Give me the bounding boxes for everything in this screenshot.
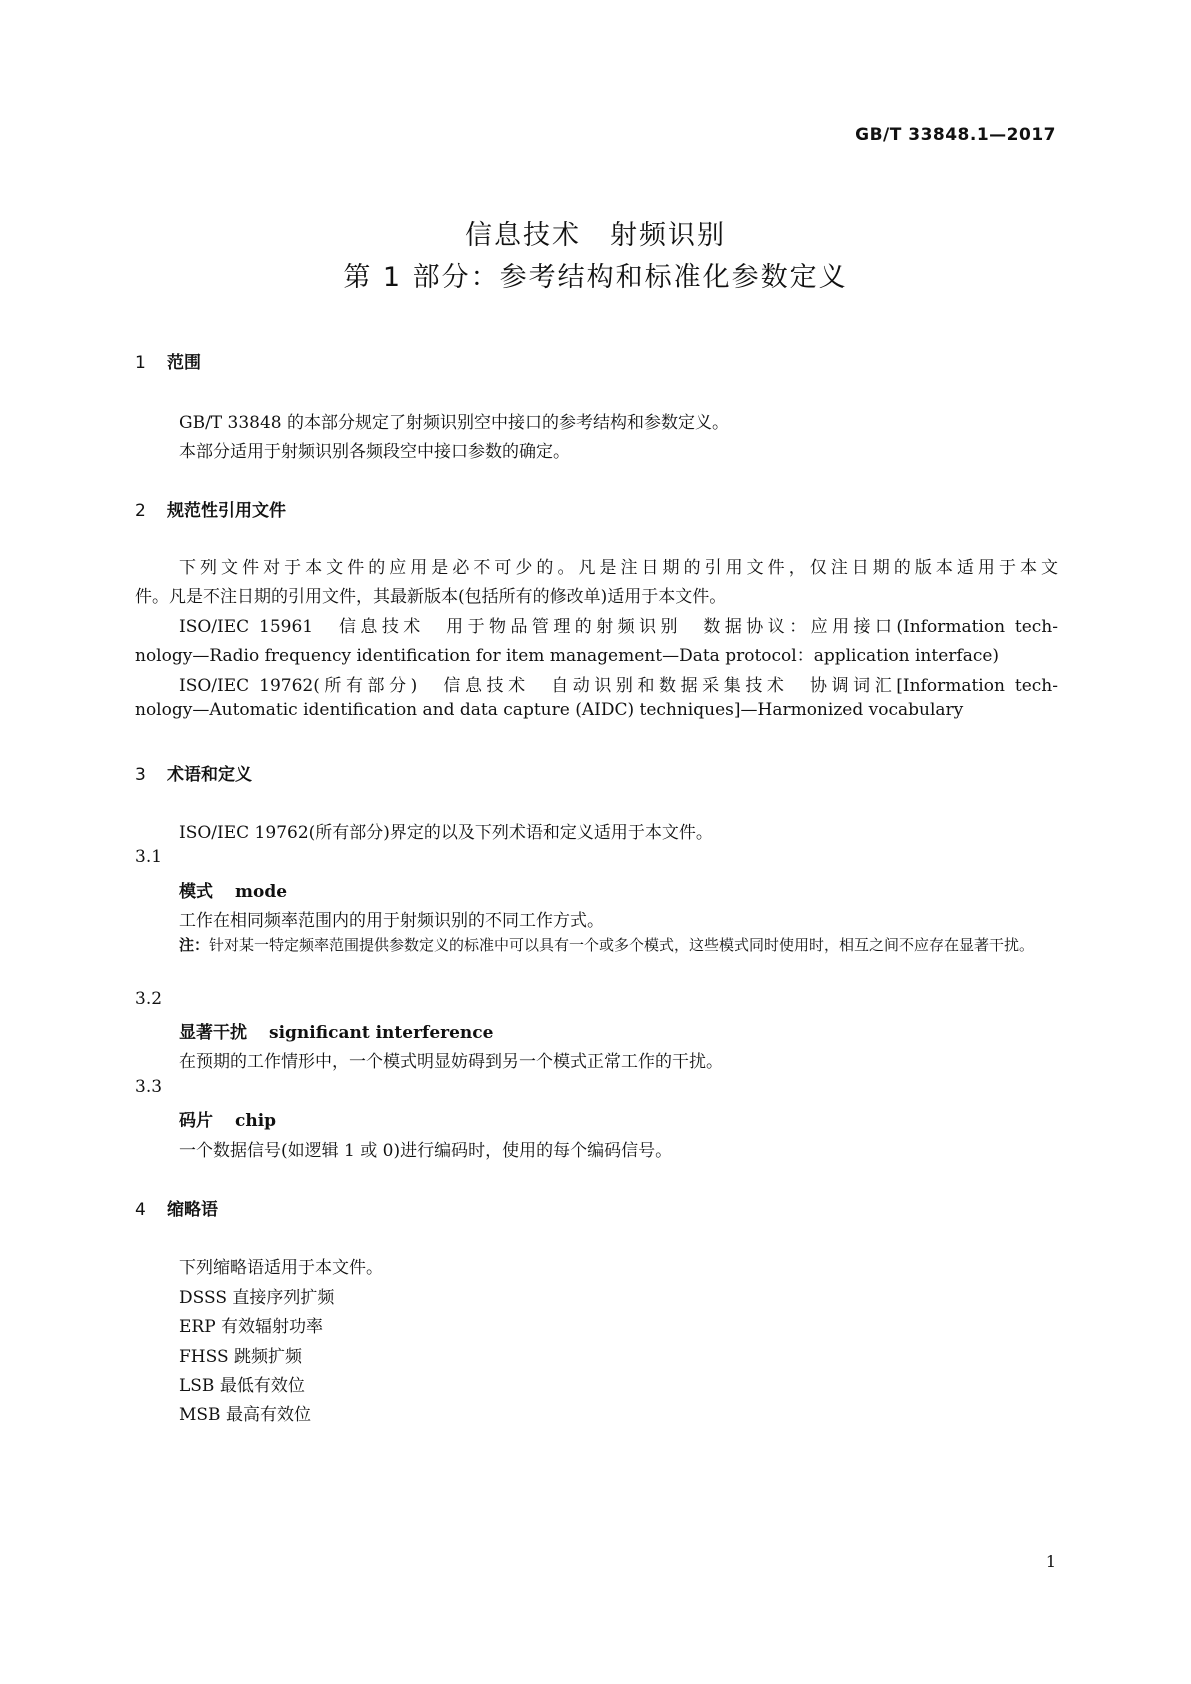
abbrev-item: LSB 最低有效位: [179, 1376, 305, 1396]
section-number: 4: [135, 1200, 146, 1220]
term-en: significant interference: [269, 1023, 494, 1043]
term-heading: [179, 1018, 493, 1043]
term-en: mode: [235, 882, 288, 902]
scope-paragraph-1: GB/T 33848 的本部分规定了射频识别空中接口的参考结构和参数定义。: [179, 413, 730, 433]
abbrev-item: MSB 最高有效位: [179, 1405, 311, 1425]
note-text: 针对某一特定频率范围提供参数定义的标准中可以具有一个或多个模式，这些模式同时使用时，相互之间不应存在显著干扰。: [209, 936, 1035, 954]
section-heading-abbreviations: [135, 1195, 218, 1220]
term-zh: 码片: [179, 1111, 213, 1131]
term-heading: [179, 877, 287, 902]
doc-title-line1: 信息技术 射频识别: [465, 220, 726, 251]
abbrev-item: DSSS 直接序列扩频: [179, 1288, 335, 1308]
section-title: 缩略语: [167, 1200, 218, 1220]
term-number: 3.1: [135, 847, 163, 867]
reference-1-line1: ISO/IEC 15961 信息技术 用于物品管理的射频识别 数据协议：应用接口(Information tech-: [179, 617, 1058, 637]
term-en: chip: [235, 1111, 277, 1131]
abbrev-intro: 下列缩略语适用于本文件。: [179, 1258, 383, 1278]
section-title: 规范性引用文件: [167, 501, 286, 521]
section-heading-scope: [135, 348, 201, 373]
term-definition: 一个数据信号(如逻辑 1 或 0)进行编码时，使用的每个编码信号。: [179, 1141, 673, 1161]
term-zh: 模式: [179, 882, 213, 902]
term-definition: 在预期的工作情形中，一个模式明显妨碍到另一个模式正常工作的干扰。: [179, 1052, 723, 1072]
section-number: 3: [135, 765, 146, 785]
abbrev-item: FHSS 跳频扩频: [179, 1347, 303, 1367]
term-note: [179, 930, 1097, 960]
section-heading-normative: [135, 496, 286, 521]
normative-intro-line1: 下列文件对于本文件的应用是必不可少的。凡是注日期的引用文件，仅注日期的版本适用于本文: [179, 558, 1058, 578]
scope-paragraph-2: 本部分适用于射频识别各频段空中接口参数的确定。: [179, 442, 570, 462]
term-number: 3.2: [135, 989, 163, 1009]
terms-intro: ISO/IEC 19762(所有部分)界定的以及下列术语和定义适用于本文件。: [179, 823, 713, 843]
term-number: 3.3: [135, 1077, 163, 1097]
standard-number: GB/T 33848.1—2017: [855, 125, 1056, 145]
page-number: 1: [1045, 1552, 1056, 1571]
note-label: 注：: [179, 936, 210, 954]
term-zh: 显著干扰: [179, 1023, 247, 1043]
reference-2-line1: ISO/IEC 19762(所有部分) 信息技术 自动识别和数据采集技术 协调词汇[Information tech-: [179, 676, 1058, 696]
section-title: 范围: [167, 353, 201, 373]
doc-title-line2: 第 1 部分：参考结构和标准化参数定义: [343, 262, 848, 293]
section-number: 2: [135, 501, 146, 521]
reference-2-line2: nology—Automatic identification and data capture (AIDC) techniques]—Harmonized vocabulary: [135, 700, 964, 720]
section-number: 1: [135, 353, 146, 373]
term-definition: 工作在相同频率范围内的用于射频识别的不同工作方式。: [179, 911, 604, 931]
section-heading-terms: [135, 760, 252, 785]
reference-1-line2: nology—Radio frequency identification for item management—Data protocol：application interface): [135, 646, 1000, 666]
term-heading: [179, 1106, 276, 1131]
section-title: 术语和定义: [167, 765, 252, 785]
abbrev-item: ERP 有效辐射功率: [179, 1317, 324, 1337]
normative-intro-line2: 件。凡是不注日期的引用文件，其最新版本(包括所有的修改单)适用于本文件。: [135, 587, 727, 607]
